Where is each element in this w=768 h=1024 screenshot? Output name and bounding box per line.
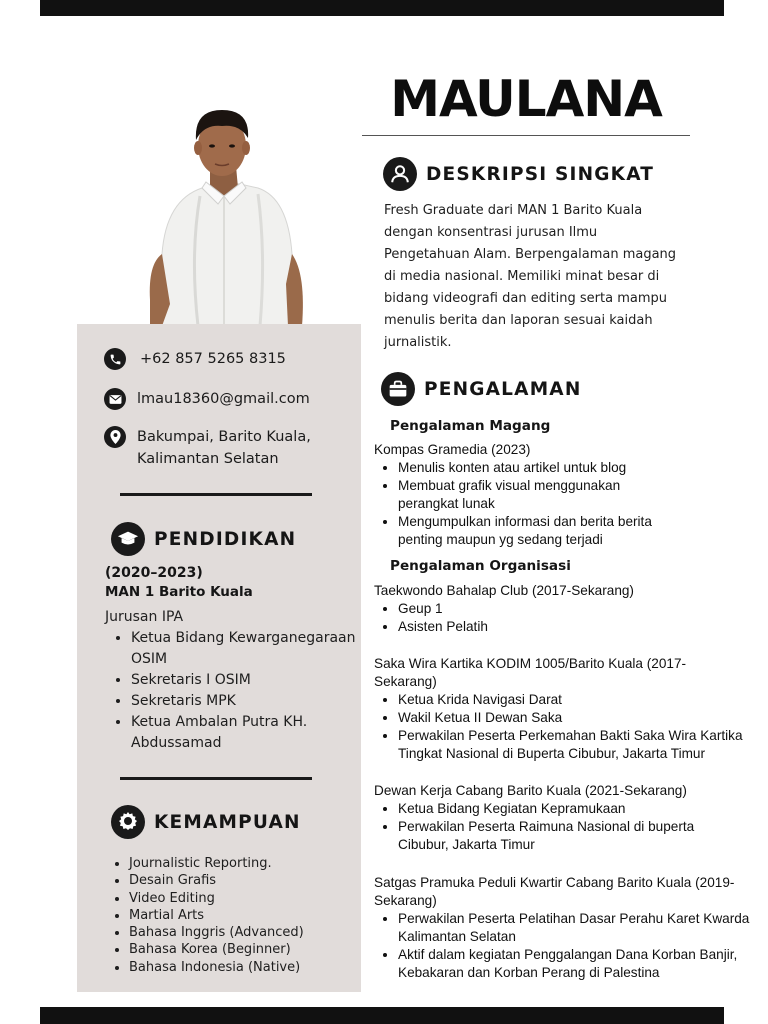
- list-item: • Mengumpulkan informasi dan berita berita penting maupun yg sedang terjadi: [398, 513, 764, 549]
- org-list: [374, 691, 768, 763]
- list-item: • Bahasa Korea (Beginner): [129, 941, 304, 958]
- list-item: • Sekretaris I OSIM: [131, 670, 387, 691]
- education-heading: [111, 522, 296, 556]
- list-item: • Wakil Ketua II Dewan Saka: [398, 709, 768, 727]
- education-title: PENDIDIKAN: [154, 528, 297, 550]
- list-item: • Perwakilan Peserta Pelatihan Dasar Perahu Karet Kwarda Kalimantan Selatan: [398, 910, 758, 946]
- skills-title: KEMAMPUAN: [154, 811, 301, 833]
- org-block-2: [374, 655, 743, 763]
- contact-address: [104, 426, 311, 470]
- list-item: • Ketua Bidang Kegiatan Kepramukaan: [398, 800, 728, 818]
- list-item: • Ketua Krida Navigasi Darat: [398, 691, 768, 709]
- skills-list: [105, 855, 304, 976]
- list-item: • Martial Arts: [129, 907, 304, 924]
- list-item: • Geup 1: [398, 600, 764, 618]
- list-item: • Menulis konten atau artikel untuk blog: [398, 459, 764, 477]
- graduation-cap-icon: [111, 522, 145, 556]
- org-block-4: [374, 874, 754, 982]
- candidate-name: MAULANA: [390, 70, 662, 128]
- list-item: • Video Editing: [129, 890, 304, 907]
- phone-number[interactable]: +62 857 5265 8315: [140, 351, 286, 367]
- bottom-bar: [40, 1007, 724, 1024]
- education-list: [105, 628, 387, 754]
- profile-photo: [140, 104, 310, 326]
- internship-block: [374, 441, 764, 549]
- org-list: [374, 910, 758, 982]
- list-item: • Sekretaris MPK: [131, 691, 387, 712]
- internship-org: Kompas Gramedia (2023): [374, 442, 531, 457]
- org-name: Dewan Kerja Cabang Barito Kuala (2021-Sekarang): [374, 783, 687, 798]
- contact-phone: [104, 348, 286, 370]
- list-item: • Perwakilan Peserta Perkemahan Bakti Saka Wira Kartika Tingkat Nasional di Buperta Cibubur, Jakarta Timur: [398, 727, 768, 763]
- contact-email: [104, 388, 310, 410]
- list-item: • Ketua Ambalan Putra KH. Abdussamad: [131, 712, 387, 754]
- description-text: Fresh Graduate dari MAN 1 Barito Kuala dengan konsentrasi jurusan Ilmu Pengetahuan Alam. Berpengalaman magang di media nasional. Memiliki minat besar di bidang videografi dan editing serta mampu menulis berita dan laporan sesuai kaidah jurnalistik.: [384, 203, 677, 350]
- phone-icon: [104, 348, 126, 370]
- education-period: (2020–2023): [105, 565, 203, 581]
- description-title: DESKRIPSI SINGKAT: [426, 163, 655, 185]
- address-line-1: Bakumpai, Barito Kuala,: [137, 429, 311, 445]
- org-block-1: [374, 582, 764, 636]
- user-icon: [383, 157, 417, 191]
- internship-list: [374, 459, 764, 549]
- top-bar: [40, 0, 724, 16]
- list-item: • Aktif dalam kegiatan Penggalangan Dana Korban Banjir, Kebakaran dan Korban Perang di Palestina: [398, 946, 758, 982]
- address-line-2: Kalimantan Selatan: [137, 451, 279, 467]
- list-item: • Desain Grafis: [129, 872, 304, 889]
- mail-icon: [104, 388, 126, 410]
- list-item: • Membuat grafik visual menggunakan perangkat lunak: [398, 477, 764, 513]
- list-item: • Bahasa Indonesia (Native): [129, 959, 304, 976]
- education-major: Jurusan IPA: [105, 609, 184, 625]
- skills-heading: [111, 805, 301, 839]
- list-item: • Bahasa Inggris (Advanced): [129, 924, 304, 941]
- location-pin-icon: [104, 426, 126, 448]
- list-item: • Ketua Bidang Kewarganegaraan OSIM: [131, 628, 387, 670]
- experience-title: PENGALAMAN: [424, 378, 582, 400]
- email-address[interactable]: lmau18360@gmail.com: [137, 391, 310, 407]
- gear-icon: [111, 805, 145, 839]
- name-underline: [362, 135, 690, 136]
- list-item: • Journalistic Reporting.: [129, 855, 304, 872]
- description-heading: [383, 157, 654, 191]
- experience-heading: [381, 372, 582, 406]
- org-name: Taekwondo Bahalap Club (2017-Sekarang): [374, 583, 634, 598]
- internship-subtitle: Pengalaman Magang: [390, 418, 551, 434]
- org-name: Satgas Pramuka Peduli Kwartir Cabang Barito Kuala (2019-Sekarang): [374, 875, 735, 908]
- org-block-3: [374, 782, 764, 854]
- briefcase-icon: [381, 372, 415, 406]
- org-list: [374, 800, 728, 854]
- list-item: • Asisten Pelatih: [398, 618, 764, 636]
- organization-subtitle: Pengalaman Organisasi: [390, 558, 571, 574]
- org-name: Saka Wira Kartika KODIM 1005/Barito Kuala (2017-Sekarang): [374, 656, 687, 689]
- org-list: [374, 600, 764, 636]
- contact-divider: [120, 493, 312, 496]
- list-item: • Perwakilan Peserta Raimuna Nasional di buperta Cibubur, Jakarta Timur: [398, 818, 728, 854]
- address-text: [137, 426, 311, 470]
- education-divider: [120, 777, 312, 780]
- education-school: MAN 1 Barito Kuala: [105, 584, 253, 600]
